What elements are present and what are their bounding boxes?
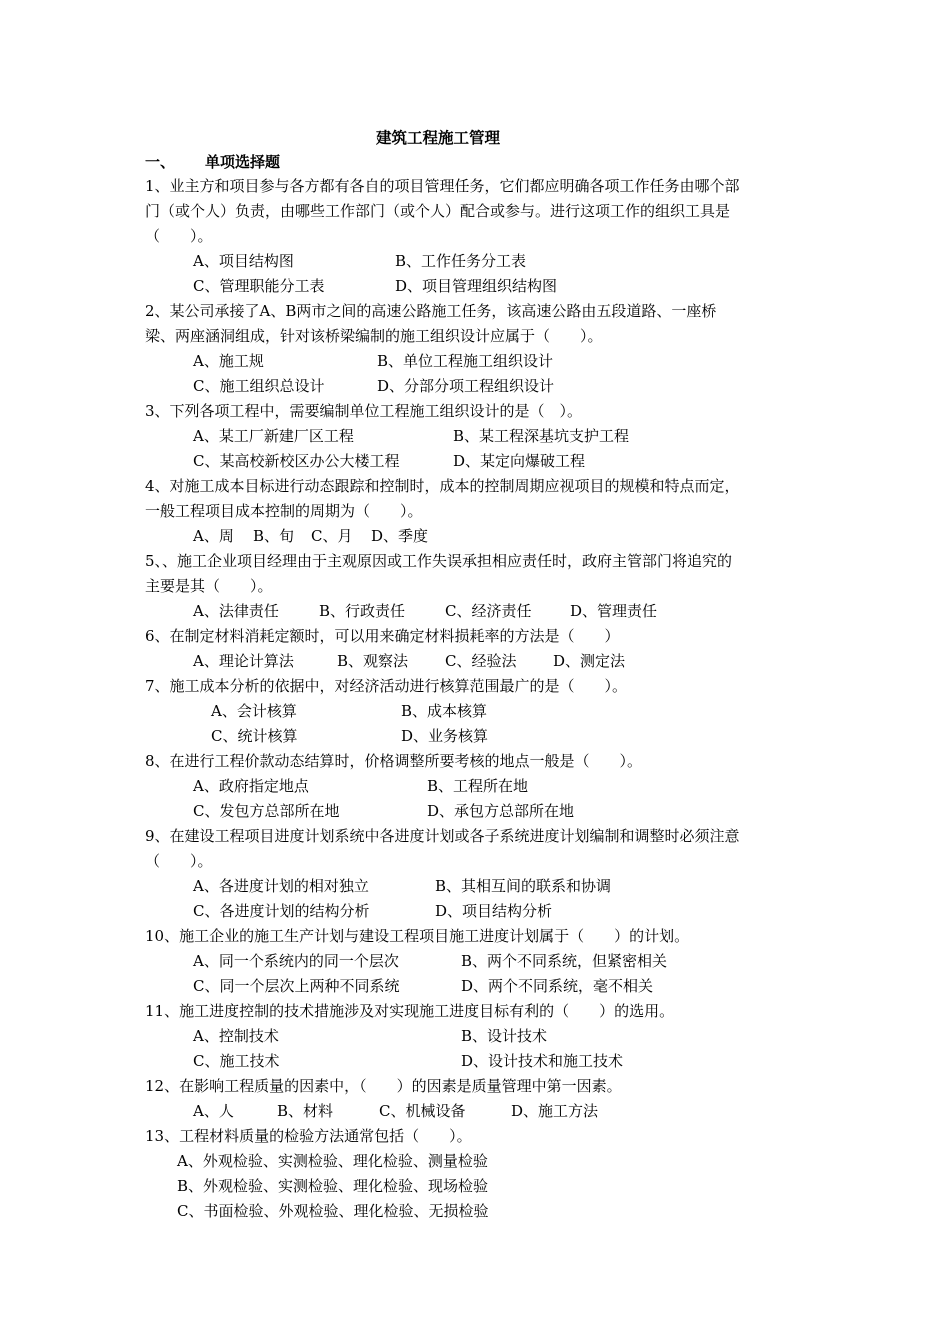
option: B、外观检验、实测检验、理化检验、现场检验: [177, 1177, 489, 1195]
option: A、某工厂新建厂区工程: [193, 427, 354, 445]
options: [145, 249, 745, 299]
option: D、业务核算: [401, 727, 489, 745]
question-list: [145, 174, 745, 1224]
option: B、成本核算: [401, 702, 488, 720]
option: A、政府指定地点: [193, 777, 309, 795]
option: C、施工技术: [193, 1052, 280, 1070]
question-text: 12、在影响工程质量的因素中，（ ）的因素是质量管理中第一因素。: [145, 1077, 622, 1095]
option: A、项目结构图: [193, 252, 294, 270]
option: C、某高校新校区办公大楼工程: [193, 452, 400, 470]
option: B、两个不同系统，但紧密相关: [461, 952, 668, 970]
option: C、统计核算: [211, 727, 298, 745]
section-label: 单项选择题: [205, 153, 281, 171]
question-text: 7、施工成本分析的依据中，对经济活动进行核算范围最广的是（ ）。: [145, 677, 628, 695]
option: D、项目管理组织结构图: [395, 277, 558, 295]
option: D、两个不同系统，毫不相关: [461, 977, 654, 995]
option: C、管理职能分工表: [193, 277, 325, 295]
option: A、各进度计划的相对独立: [193, 877, 369, 895]
option: D、项目结构分析: [435, 902, 553, 920]
option: B、其相互间的联系和协调: [435, 877, 612, 895]
option: A、周: [193, 527, 234, 545]
option: B、材料: [277, 1102, 334, 1120]
option: C、各进度计划的结构分析: [193, 902, 370, 920]
options: [145, 649, 745, 674]
option: B、旬: [253, 527, 295, 545]
option: D、承包方总部所在地: [427, 802, 575, 820]
question-text: 4、对施工成本目标进行动态跟踪和控制时，成本的控制周期应视项目的规模和特点而定，一般工程项目成本控制的周期为（ ）。: [145, 477, 740, 520]
options: [145, 699, 745, 749]
option: B、观察法: [337, 652, 409, 670]
options: [145, 774, 745, 824]
option: A、外观检验、实测检验、理化检验、测量检验: [177, 1152, 488, 1170]
option: A、施工规: [193, 352, 264, 370]
options: [145, 1099, 745, 1124]
page-title: 建筑工程施工管理: [375, 129, 500, 147]
option: D、施工方法: [511, 1102, 599, 1120]
option: D、管理责任: [570, 602, 658, 620]
section-heading: [145, 151, 280, 172]
question-text: 5、、施工企业项目经理由于主观原因或工作失误承担相应责任时，政府主管部门将追究的主要是其（ ）。: [145, 552, 733, 595]
option: A、人: [193, 1102, 234, 1120]
section-number: 一、: [145, 153, 176, 171]
options: [145, 424, 745, 474]
question-text: 10、施工企业的施工生产计划与建设工程项目施工进度计划属于（ ）的计划。: [145, 927, 690, 945]
option: C、同一个层次上两种不同系统: [193, 977, 400, 995]
option: B、工程所在地: [427, 777, 529, 795]
question-text: 2、某公司承接了A、B两市之间的高速公路施工任务，该高速公路由五段道路、一座桥梁、两座涵洞组成，针对该桥梁编制的施工组织设计应属于（ ）。: [145, 302, 717, 345]
question-text: 11、施工进度控制的技术措施涉及对实现施工进度目标有利的（ ）的选用。: [145, 1002, 675, 1020]
option: B、工作任务分工表: [395, 252, 527, 270]
question-text: 13、工程材料质量的检验方法通常包括（ ）。: [145, 1127, 472, 1145]
option: B、某工程深基坑支护工程: [453, 427, 630, 445]
question-text: 8、在进行工程价款动态结算时，价格调整所要考核的地点一般是（ ）。: [145, 752, 643, 770]
option: D、某定向爆破工程: [453, 452, 586, 470]
options: [145, 524, 745, 549]
option: A、会计核算: [211, 702, 297, 720]
question-text: 9、在建设工程项目进度计划系统中各进度计划或各子系统进度计划编制和调整时必须注意（ ）。: [145, 827, 740, 870]
option: C、机械设备: [379, 1102, 466, 1120]
options: [145, 599, 745, 624]
options: [145, 349, 745, 399]
options: [145, 949, 745, 999]
option: C、发包方总部所在地: [193, 802, 340, 820]
option: D、季度: [371, 527, 429, 545]
options: [145, 1149, 745, 1224]
option: A、法律责任: [193, 602, 279, 620]
option: C、书面检验、外观检验、理化检验、无损检验: [177, 1202, 489, 1220]
options: [145, 1024, 745, 1074]
question-text: 3、下列各项工程中，需要编制单位工程施工组织设计的是（ ）。: [145, 402, 583, 420]
options: [145, 874, 745, 924]
option: B、行政责任: [319, 602, 406, 620]
option: B、单位工程施工组织设计: [377, 352, 554, 370]
option: C、月: [311, 527, 353, 545]
option: B、设计技术: [461, 1027, 548, 1045]
option: A、同一个系统内的同一个层次: [193, 952, 399, 970]
option: C、经验法: [445, 652, 517, 670]
option: A、控制技术: [193, 1027, 279, 1045]
option: C、施工组织总设计: [193, 377, 325, 395]
option: C、经济责任: [445, 602, 532, 620]
option: D、设计技术和施工技术: [461, 1052, 624, 1070]
question-text: 6、在制定材料消耗定额时，可以用来确定材料损耗率的方法是（ ）: [145, 627, 620, 645]
question-text: 1、业主方和项目参与各方都有各自的项目管理任务，它们都应明确各项工作任务由哪个部门（或个人）负责，由哪些工作部门（或个人）配合或参与。进行这项工作的组织工具是（ ）。: [145, 177, 740, 245]
option: D、测定法: [553, 652, 626, 670]
option: A、理论计算法: [193, 652, 294, 670]
option: D、分部分项工程组织设计: [377, 377, 555, 395]
